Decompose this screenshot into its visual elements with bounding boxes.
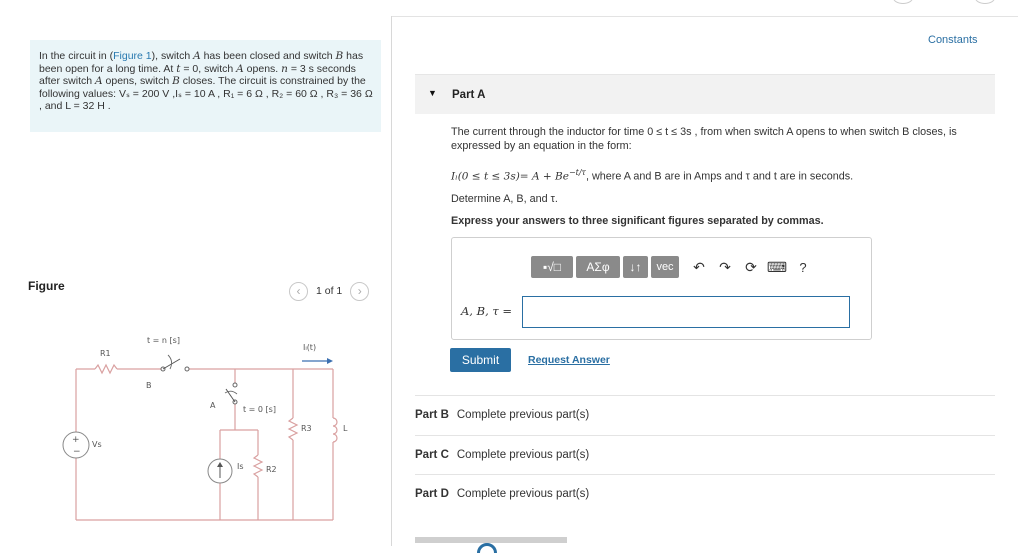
figure-pager — [289, 281, 369, 301]
reset-icon[interactable]: ⟳ — [745, 258, 757, 275]
switch-a-terminal — [233, 383, 237, 387]
request-answer-link[interactable]: Request Answer — [528, 354, 610, 366]
submit-button[interactable]: Submit — [450, 348, 511, 372]
part-d-row[interactable]: Part D Complete previous part(s) — [415, 474, 995, 513]
determine-text: Determine A, B, and τ. — [451, 193, 558, 205]
figure-heading: Figure — [28, 279, 65, 293]
resistor-r1 — [95, 365, 117, 373]
switch-b-terminal — [185, 367, 189, 371]
part-c-row[interactable]: Part C Complete previous part(s) — [415, 435, 995, 474]
label-l: L — [343, 424, 348, 433]
instruction-text: Express your answers to three significant figures separated by commas. — [451, 215, 824, 227]
top-button-partial[interactable] — [975, 0, 995, 4]
chevron-left-icon[interactable]: ‹ — [289, 282, 308, 301]
label-r1: R1 — [100, 349, 111, 358]
figure-link[interactable]: Figure 1 — [113, 50, 152, 62]
label-is: Is — [237, 462, 244, 471]
top-rule — [391, 16, 1018, 17]
feedback-icon[interactable] — [477, 543, 497, 553]
label-b: B — [146, 381, 152, 390]
math-toolbar — [531, 256, 816, 278]
caret-down-icon[interactable]: ▼ — [428, 88, 437, 98]
vec-button[interactable]: vec — [651, 256, 679, 278]
inductor-l — [333, 418, 337, 442]
redo-icon[interactable]: ↷ — [719, 258, 731, 275]
pager-text: 1 of 1 — [316, 285, 343, 297]
problem-statement: In the circuit in (Figure 1), switch A has been closed and switch B has been open for a long time. At t = 0, switch A opens. n = 3 s seconds after switch A opens, switch B closes. The circuit is constrained by the following values: Vₛ = 200 V ,Iₛ = 10 A , R₁ = 6 Ω , R₂ = 60 Ω , R₃ = 36 Ω , and L = 32 H . — [30, 40, 381, 132]
pane-divider — [391, 16, 392, 546]
svg-text:+: + — [72, 435, 80, 445]
resistor-r2 — [254, 455, 262, 477]
equation-form: $I_l(0 \le t \le 3s)= A + Be^{-t/\tau}$, where A and B are in Amps and τ and t are in seconds. — [451, 168, 854, 183]
greek-button[interactable]: ΑΣφ — [576, 256, 620, 278]
arrows-button[interactable]: ↓↑ — [623, 256, 648, 278]
label-vs: Vs — [92, 440, 102, 449]
keyboard-icon[interactable]: ⌨ — [766, 258, 788, 275]
constants-link[interactable]: Constants — [928, 34, 978, 46]
chevron-right-icon[interactable]: › — [350, 282, 369, 301]
label-t0: t = 0 [s] — [243, 405, 276, 414]
answer-input[interactable] — [522, 296, 850, 328]
label-r3: R3 — [301, 424, 312, 433]
resistor-r3 — [289, 418, 297, 440]
answer-editor — [451, 237, 872, 340]
constraint-values: Vₛ = 200 V ,Iₛ = 10 A , R₁ = 6 Ω , R₂ = 60 Ω , R₃ = 36 Ω , and L = 32 H . — [39, 87, 373, 113]
label-tn: t = n [s] — [147, 336, 180, 345]
part-a-header[interactable] — [415, 74, 995, 114]
help-button[interactable]: ? — [799, 259, 807, 275]
undo-icon[interactable]: ↶ — [693, 258, 705, 275]
answer-label: A, B, τ = — [461, 304, 513, 318]
label-il: Iₗ(t) — [303, 343, 317, 352]
label-r2: R2 — [266, 465, 277, 474]
bottom-partial-button[interactable] — [415, 537, 567, 543]
label-a: A — [210, 401, 216, 410]
part-a-title: Part A — [452, 89, 486, 101]
part-b-row[interactable]: Part B Complete previous part(s) — [415, 395, 995, 434]
circuit-diagram — [50, 330, 350, 530]
question-text: The current through the inductor for time 0 ≤ t ≤ 3s , from when switch A opens to when switch B closes, is expressed by an equation in the form: — [451, 126, 957, 152]
templates-button[interactable]: ▪√□ — [531, 256, 573, 278]
top-button-partial[interactable] — [893, 0, 913, 4]
svg-text:−: − — [73, 447, 81, 457]
